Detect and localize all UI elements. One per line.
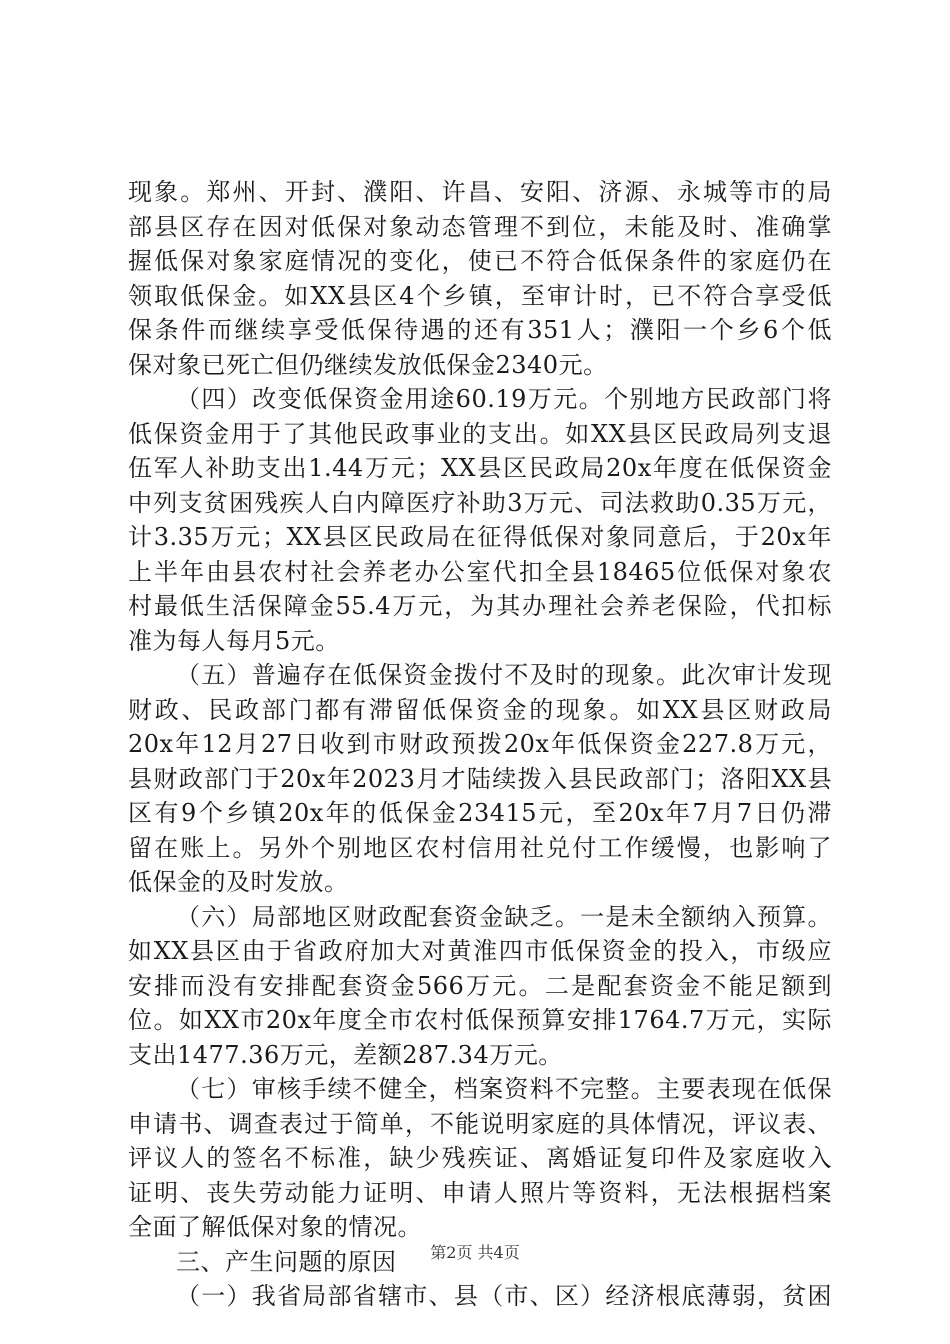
document-body — [128, 175, 832, 1314]
text-line: （一）我省局部省辖市、县（市、区）经济根底薄弱，贫困 — [176, 1282, 832, 1310]
text-line: 领取低保金。如XX县区4个乡镇，至审计时，已不符合享受低 — [128, 281, 832, 310]
text-line: 留在账上。另外个别地区农村信用社兑付工作缓慢，也影响了 — [128, 833, 832, 862]
text-line: 区有9个乡镇20x年的低保金23415元，至20x年7月7日仍滞 — [128, 799, 832, 827]
text-line: （七）审核手续不健全，档案资料不完整。主要表现在低保 — [176, 1075, 832, 1103]
text-line: 三、产生问题的原因 — [176, 1247, 397, 1276]
text-line: 部县区存在因对低保对象动态管理不到位，未能及时、准确掌 — [128, 212, 832, 241]
text-line: （五）普遍存在低保资金拨付不及时的现象。此次审计发现 — [176, 661, 832, 689]
text-line: 县财政部门于20x年2023月才陆续拨入县民政部门；洛阳XX县 — [128, 764, 832, 793]
page-footer: 第2页 共4页 — [430, 1243, 520, 1262]
text-line: 中列支贫困残疾人白内障医疗补助3万元、司法救助0.35万元， — [128, 488, 832, 517]
text-line: 现象。郑州、开封、濮阳、许昌、安阳、济源、永城等市的局 — [128, 178, 832, 206]
text-line: 位。如XX市20x年度全市农村低保预算安排1764.7万元，实际 — [128, 1006, 832, 1034]
text-line: 上半年由县农村社会养老办公室代扣全县18465位低保对象农 — [128, 557, 832, 586]
text-line: 准为每人每月5元。 — [128, 626, 340, 655]
text-line: 握低保对象家庭情况的变化，使已不符合低保条件的家庭仍在 — [128, 247, 832, 275]
text-line: 财政、民政部门都有滞留低保资金的现象。如XX县区财政局 — [128, 695, 832, 724]
text-line: （四）改变低保资金用途60.19万元。个别地方民政部门将 — [176, 385, 832, 413]
text-line: 如XX县区由于省政府加大对黄淮四市低保资金的投入，市级应 — [128, 937, 832, 965]
text-line: 伍军人补助支出1.44万元；XX县区民政局20x年度在低保资金 — [128, 454, 832, 482]
text-line: 低保金的及时发放。 — [128, 868, 349, 896]
text-line: 计3.35万元；XX县区民政局在征得低保对象同意后，于20x年 — [128, 523, 832, 551]
text-line: 低保资金用于了其他民政事业的支出。如XX县区民政局列支退 — [128, 419, 832, 448]
text-line: 安排而没有安排配套资金566万元。二是配套资金不能足额到 — [128, 971, 832, 1000]
text-line: 保条件而继续享受低保待遇的还有351人；濮阳一个乡6个低 — [128, 316, 832, 344]
text-line: 保对象已死亡但仍继续发放低保金2340元。 — [128, 350, 608, 379]
text-line: 20x年12月27日收到市财政预拨20x年低保资金227.8万元， — [128, 730, 832, 758]
text-line: 评议人的签名不标准，缺少残疾证、离婚证复印件及家庭收入 — [128, 1144, 832, 1172]
text-line: 支出1477.36万元，差额287.34万元。 — [128, 1040, 563, 1069]
text-line: 申请书、调查表过于简单，不能说明家庭的具体情况，评议表、 — [128, 1109, 832, 1138]
text-line: （六）局部地区财政配套资金缺乏。一是未全额纳入预算。 — [176, 902, 832, 931]
text-line: 全面了解低保对象的情况。 — [128, 1213, 422, 1241]
text-line: 证明、丧失劳动能力证明、申请人照片等资料，无法根据档案 — [128, 1178, 832, 1207]
text-line: 村最低生活保障金55.4万元，为其办理社会养老保险，代扣标 — [128, 592, 832, 620]
